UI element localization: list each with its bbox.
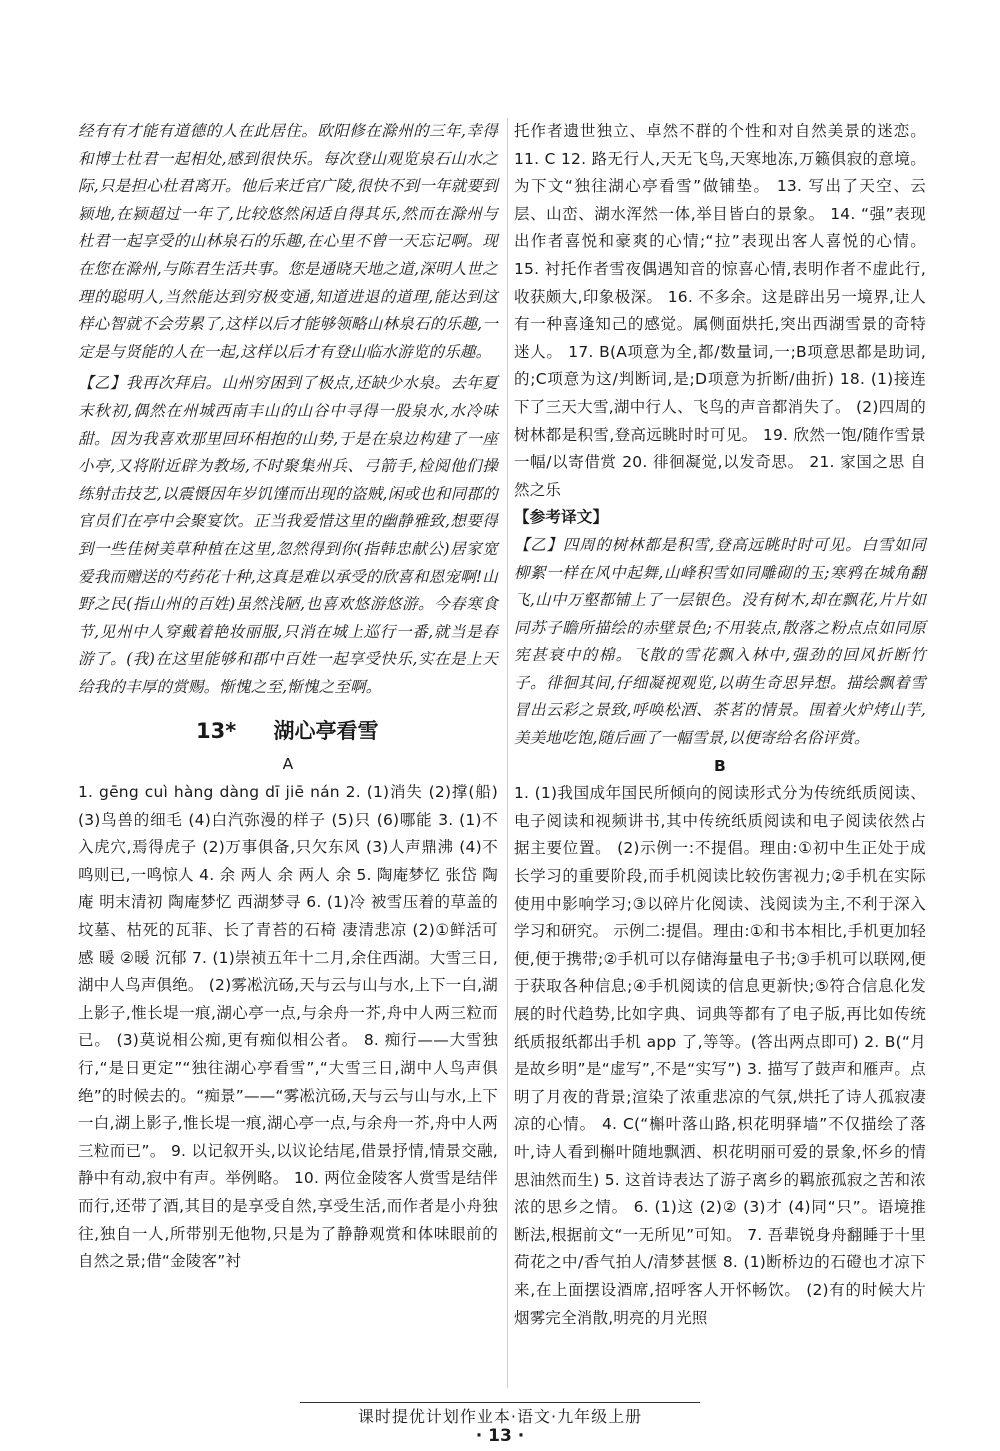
section-heading bbox=[196, 715, 498, 745]
reference-translation: 【乙】四周的树林都是积雪,登高远眺时时可见。白雪如同柳絮一样在风中起舞,山峰积雪如同雕砌的玉;寒鸦在城角翻飞,山中万壑都铺上了一层银色。没有树木,却在飘花,片片如同苏子瞻所描绘的赤壁景色;不用装点,散落之粉点点如同原宪甚衰中的棉。飞散的雪花飘入林中,强劲的回风折断竹子。徘徊其间,仔细凝视观览,以萌生奇思异想。描绘飘着雪冒出云彩之景致,呼唤松酒、茶茗的情景。围着火炉烤山芋,美美地吃饱,随后画了一幅雪景,以便寄给名俗评赏。 bbox=[514, 535, 926, 748]
answers-continued: 托作者遗世独立、卓然不群的个性和对自然美景的迷恋。 11. C 12. 路无行人,天无飞鸟,天寒地冻,万籁俱寂的意境。为下文“独往湖心亭看雪”做铺垫。 13. 写出了天空、云层、山峦、湖水浑然一体,举目皆白的景象。 14. “强”表现出作者喜悦和豪爽的心情;“拉”表现出客人喜悦的心情。 15. 衬托作者雪夜偶遇知音的惊喜心情,表明作者不虚此行,收获颇大,印象极深。 16. 不多余。这是辟出另一境界,让人有一种喜逢知己的感觉。属侧面烘托,突出西湖雪景的奇特迷人。 17. B(A项意为全,都/数量词,一;B项意思都是助词,的;C项意为这/判断词,是;D项意为折断/曲折) 18. (1)接连下了三天大雪,湖中行人、飞鸟的声音都消失了。 (2)四周的树林都是积雪,登高远眺时时可见。 19. 欣然一饱/随作雪景一幅/以寄借赏 20. 徘徊凝觉,以发奇思。 21. 家国之思 自然之乐 bbox=[514, 122, 926, 499]
footer-book-title: 课时提优计划作业本·语文·九年级上册 bbox=[357, 1407, 643, 1426]
page-number: · 13 · bbox=[475, 1426, 525, 1446]
subsection-b-label: B bbox=[713, 756, 726, 775]
translation-paragraph-2: 【乙】我再次拜启。山州穷困到了极点,还缺少水泉。去年夏末秋初,偶然在州城西南丰山的山谷中寻得一股泉水,水冷味甜。因为我喜欢那里回环相抱的山势,于是在泉边构建了一座小亭,又将附近辟为教场,不时聚集州兵、弓箭手,检阅他们操练射击技艺,以震慑因年岁饥馑而出现的盗贼,闲或也和同郡的官员们在亭中会聚宴饮。正当我爱惜这里的幽静雅致,想要得到一些佳树美草种植在这里,忽然得到你(指韩忠献公)居家宽爱我而赠送的芍药花十种,这真是难以承受的欣喜和恩宠啊!山野之民(指山州的百姓)虽然浅陋,也喜欢悠游悠游。今春寒食节,见州中人穿戴着艳妆丽服,只消在城上巡行一番,就当是春游了。(我)在这里能够和郡中百姓一起享受快乐,实在是上天给我的丰厚的赏赐。惭愧之至,惭愧之至啊。 bbox=[78, 374, 498, 696]
section-title: 湖心亭看雪 bbox=[273, 719, 379, 744]
column-divider bbox=[507, 118, 508, 1388]
answers-b: 1. (1)我国成年国民所倾向的阅读形式分为传统纸质阅读、电子阅读和视频讲书,其中传统纸质阅读和电子阅读依然占据主要位置。 (2)示例一:不提倡。理由:①初中生正处于成长学习的重要阶段,而手机阅读比较伤害视力;②手机在实际使用中影响学习;③以碎片化阅读、浅阅读为主,不利于深入学习和研究。 示例二:提倡。理由:①和书本相比,手机更加轻便,便于携带;②手机可以存储海量电子书;③手机可以联网,便于获取各种信息;④手机阅读的信息更新快;⑤符合信息化发展的时代趋势,比如字典、词典等都有了电子版,再比如传统纸质报纸都出手机 app 了,等等。(答出两点即可) 2. B(“月是故乡明”是“虚写”,不是“实写”) 3. 描写了鼓声和雁声。点明了月夜的背景;渲染了浓重悲凉的气氛,烘托了诗人孤寂凄凉的心情。 4. C(“槲叶落山路,枳花明驿墙”不仅描绘了落叶,诗人看到槲叶随地飘洒、枳花明丽可爱的景象,怀乡的情思油然而生) 5. 这首诗表达了游子离乡的羁旅孤寂之苦和浓浓的思乡之情。 6. (1)这 (2)② (3)才 (4)同“只”。语境推断法,根据前文“一无所见”可知。 7. 吾辈锐身舟翻睡于十里荷花之中/香气拍人/清梦甚惬 8. (1)断桥边的石磴也才凉下来,在上面摆设酒席,招呼客人开怀畅饮。 (2)有的时候大片烟雾完全消散,明亮的月光照 bbox=[514, 784, 926, 1327]
left-column bbox=[78, 118, 498, 1276]
footer-rule bbox=[300, 1402, 700, 1403]
subsection-a-label: A bbox=[282, 755, 294, 774]
answers-a: 1. gēng cuì hàng dàng dī jiē nán 2. (1)消失 (2)撑(船) (3)鸟兽的细毛 (4)白汽弥漫的样子 (5)只 (6)哪能 3. (1)不入虎穴,焉得虎子 (2)万事俱备,只欠东风 (3)人声鼎沸 (4)不鸣则已,一鸣惊人 4. 余 两人 余 两人 余 5. 陶庵梦忆 张岱 陶庵 明末清初 陶庵梦忆 西湖梦寻 6. (1)冷 被雪压着的草盖的坟墓、枯死的瓦菲、长了青苔的石椅 凄清悲凉 (2)①鲜活可感 暖 ②暖 沉郁 7. (1)崇祯五年十二月,余住西湖。大雪三日,湖中人鸟声俱绝。 (2)雾凇沆砀,天与云与山与水,上下一白,湖上影子,惟长堤一痕,湖心亭一点,与余舟一芥,舟中人两三粒而已。 (3)莫说相公痴,更有痴似相公者。 8. 痴行——大雪独行,“是日更定”“独往湖心亭看雪”,“大雪三日,湖中人鸟声俱绝”的时候去的。“痴景”——“雾凇沆砀,天与云与山与水,上下一白,湖上影子,惟长堤一痕,湖心亭一点,与余舟一芥,舟中人两三粒而已”。 9. 以记叙开头,以议论结尾,借景抒情,情景交融,静中有动,寂中有声。举例略。 10. 两位金陵客人赏雪是结伴而行,还带了酒,其目的是享受自然,享受生活,而作者是小舟独往,独自一人,所带别无他物,只是为了静静观赏和体味眼前的自然之景;借“金陵客”衬 bbox=[78, 783, 498, 1271]
translation-paragraph-1: 经有有才能有道德的人在此居住。欧阳修在滁州的三年,幸得和博士杜君一起相处,感到很快乐。每次登山观览泉石山水之际,只是担心杜君离开。他后来迁官广陵,很快不到一年就要到颍地,在颍超过一年了,比较悠然闲适自得其乐,然而在滁州与杜君一起享受的山林泉石的乐趣,在心里不曾一天忘记啊。现在您在滁州,与陈君生活共事。您是通晓天地之道,深明人世之理的聪明人,当然能达到穷极变通,知道进退的道理,能达到这样心智就不会劳累了,这样以后才能够领略山林泉石的乐趣,一定是与贤能的人在一起,这样以后才有登山临水游览的乐趣。 bbox=[78, 122, 498, 361]
right-column bbox=[514, 118, 926, 1332]
section-number: 13* bbox=[196, 719, 237, 744]
reference-translation-heading: 【参考译文】 bbox=[514, 508, 609, 527]
